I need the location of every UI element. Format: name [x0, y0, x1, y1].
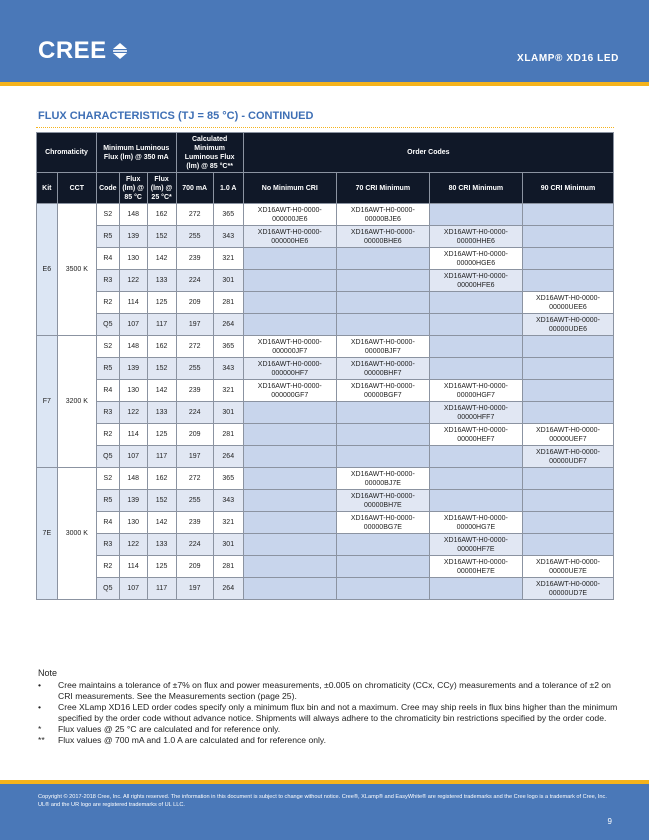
flux-25-cell: 162: [147, 336, 176, 358]
flux-1a-cell: 301: [213, 270, 243, 292]
header-accent-stripe: [0, 82, 649, 86]
code-cell: S2: [96, 336, 119, 358]
flux-85-cell: 114: [119, 424, 147, 446]
code-cell: R3: [96, 270, 119, 292]
flux-1a-cell: 264: [213, 578, 243, 600]
order-90-cri-cell: XD16AWT-H0-0000-00000UEE6: [522, 292, 613, 314]
logo-text: CREE: [38, 37, 107, 64]
col-no-min-cri: No Minimum CRI: [243, 173, 336, 204]
table-row: [37, 446, 614, 468]
flux-700ma-cell: 239: [176, 380, 213, 402]
order-80-cri-cell: [429, 292, 522, 314]
table-row: [37, 336, 614, 358]
col-700ma: 700 mA: [176, 173, 213, 204]
order-90-cri-cell: [522, 380, 613, 402]
order-80-cri-cell: [429, 358, 522, 380]
order-90-cri-cell: [522, 270, 613, 292]
order-70-cri-cell: XD16AWT-H0-0000-00000BJ7E: [336, 468, 429, 490]
flux-700ma-cell: 255: [176, 358, 213, 380]
code-cell: R5: [96, 490, 119, 512]
table-row: [37, 578, 614, 600]
flux-1a-cell: 343: [213, 358, 243, 380]
flux-25-cell: 117: [147, 314, 176, 336]
code-cell: R4: [96, 380, 119, 402]
flux-700ma-cell: 224: [176, 534, 213, 556]
col-code: Code: [96, 173, 119, 204]
flux-85-cell: 122: [119, 270, 147, 292]
flux-1a-cell: 264: [213, 446, 243, 468]
order-90-cri-cell: [522, 534, 613, 556]
code-cell: R2: [96, 556, 119, 578]
note-text: Cree maintains a tolerance of ±7% on flux and power measurements, ±0.005 on chromaticity (CCx, CCy) measurements and a tolerance of ±2 on CRI measurements. See the Measurements section (page 25).: [58, 680, 611, 701]
document-title: XLAMP® XD16 LED: [517, 53, 619, 64]
order-80-cri-cell: XD16AWT-H0-0000-00000HEF7: [429, 424, 522, 446]
order-70-cri-cell: XD16AWT-H0-0000-00000BJE6: [336, 204, 429, 226]
code-cell: R3: [96, 402, 119, 424]
col-70-cri: 70 CRI Minimum: [336, 173, 429, 204]
header-calc-flux: Calculated Minimum Luminous Flux (lm) @ 85 °C**: [176, 133, 243, 173]
order-90-cri-cell: [522, 468, 613, 490]
order-90-cri-cell: [522, 248, 613, 270]
notes-title: Note: [38, 668, 58, 678]
order-70-cri-cell: XD16AWT-H0-0000-00000BGF7: [336, 380, 429, 402]
code-cell: R3: [96, 534, 119, 556]
order-80-cri-cell: [429, 314, 522, 336]
flux-85-cell: 107: [119, 578, 147, 600]
flux-700ma-cell: 272: [176, 468, 213, 490]
flux-25-cell: 142: [147, 380, 176, 402]
flux-25-cell: 117: [147, 446, 176, 468]
order-90-cri-cell: [522, 204, 613, 226]
code-cell: R5: [96, 226, 119, 248]
order-no-min-cri-cell: [243, 248, 336, 270]
flux-85-cell: 107: [119, 314, 147, 336]
flux-table-body: [37, 204, 614, 600]
table-row: [37, 534, 614, 556]
flux-85-cell: 148: [119, 468, 147, 490]
code-cell: Q5: [96, 578, 119, 600]
order-no-min-cri-cell: [243, 424, 336, 446]
flux-1a-cell: 301: [213, 534, 243, 556]
table-row: [37, 226, 614, 248]
code-cell: Q5: [96, 314, 119, 336]
order-80-cri-cell: XD16AWT-H0-0000-00000HFF7: [429, 402, 522, 424]
flux-700ma-cell: 239: [176, 512, 213, 534]
table-row: [37, 314, 614, 336]
note-marker: •: [38, 702, 42, 712]
flux-700ma-cell: 197: [176, 446, 213, 468]
table-row: [37, 358, 614, 380]
note-item: [38, 680, 618, 702]
order-80-cri-cell: XD16AWT-H0-0000-00000HG7E: [429, 512, 522, 534]
order-70-cri-cell: [336, 534, 429, 556]
order-80-cri-cell: XD16AWT-H0-0000-00000HF7E: [429, 534, 522, 556]
header-min-flux: Minimum Luminous Flux (lm) @ 350 mA: [96, 133, 176, 173]
kit-cell: E6: [37, 204, 58, 336]
flux-700ma-cell: 197: [176, 578, 213, 600]
flux-1a-cell: 365: [213, 204, 243, 226]
section-title: FLUX CHARACTERISTICS (TJ = 85 °C) - CONTINUED: [38, 110, 314, 122]
kit-cell: 7E: [37, 468, 58, 600]
order-90-cri-cell: XD16AWT-H0-0000-00000UDF7: [522, 446, 613, 468]
order-70-cri-cell: XD16AWT-H0-0000-00000BH7E: [336, 490, 429, 512]
flux-25-cell: 142: [147, 512, 176, 534]
flux-700ma-cell: 255: [176, 226, 213, 248]
order-70-cri-cell: [336, 446, 429, 468]
copyright-text: Copyright © 2017-2018 Cree, Inc. All rights reserved. The information in this document is subject to change without notice. Cree®, XLamp® and EasyWhite® are registered trademarks and the Cree logo is a trademark of Cree, Inc. UL® and the UR logo are registered trademarks of UL LLC.: [38, 794, 607, 808]
order-70-cri-cell: XD16AWT-H0-0000-00000BHE6: [336, 226, 429, 248]
note-item: [38, 702, 618, 724]
flux-characteristics-table: [36, 132, 614, 600]
note-marker: *: [38, 724, 42, 734]
flux-25-cell: 133: [147, 402, 176, 424]
order-90-cri-cell: XD16AWT-H0-0000-00000UEF7: [522, 424, 613, 446]
flux-85-cell: 139: [119, 358, 147, 380]
cct-cell: 3200 K: [57, 336, 96, 468]
flux-85-cell: 148: [119, 336, 147, 358]
code-cell: R4: [96, 512, 119, 534]
order-70-cri-cell: XD16AWT-H0-0000-00000BHF7: [336, 358, 429, 380]
order-no-min-cri-cell: [243, 446, 336, 468]
order-80-cri-cell: [429, 578, 522, 600]
table-row: [37, 380, 614, 402]
order-no-min-cri-cell: XD16AWT-H0-0000-000000HE6: [243, 226, 336, 248]
flux-25-cell: 152: [147, 358, 176, 380]
order-70-cri-cell: [336, 578, 429, 600]
header-chromaticity: Chromaticity: [37, 133, 97, 173]
note-marker: •: [38, 680, 42, 690]
order-90-cri-cell: [522, 512, 613, 534]
notes-section: [38, 668, 618, 746]
flux-1a-cell: 281: [213, 292, 243, 314]
code-cell: Q5: [96, 446, 119, 468]
order-80-cri-cell: XD16AWT-H0-0000-00000HGE6: [429, 248, 522, 270]
flux-25-cell: 117: [147, 578, 176, 600]
flux-1a-cell: 321: [213, 248, 243, 270]
order-90-cri-cell: [522, 226, 613, 248]
flux-85-cell: 114: [119, 292, 147, 314]
order-80-cri-cell: XD16AWT-H0-0000-00000HGF7: [429, 380, 522, 402]
order-90-cri-cell: [522, 336, 613, 358]
flux-700ma-cell: 209: [176, 292, 213, 314]
note-item: [38, 724, 618, 735]
order-90-cri-cell: XD16AWT-H0-0000-00000UDE6: [522, 314, 613, 336]
order-no-min-cri-cell: XD16AWT-H0-0000-000000JE6: [243, 204, 336, 226]
flux-85-cell: 148: [119, 204, 147, 226]
order-no-min-cri-cell: [243, 512, 336, 534]
table-row: [37, 292, 614, 314]
flux-85-cell: 107: [119, 446, 147, 468]
flux-1a-cell: 365: [213, 336, 243, 358]
flux-85-cell: 130: [119, 512, 147, 534]
flux-85-cell: 139: [119, 490, 147, 512]
order-no-min-cri-cell: [243, 468, 336, 490]
order-no-min-cri-cell: [243, 402, 336, 424]
order-no-min-cri-cell: XD16AWT-H0-0000-000000JF7: [243, 336, 336, 358]
order-70-cri-cell: XD16AWT-H0-0000-00000BJF7: [336, 336, 429, 358]
code-cell: R5: [96, 358, 119, 380]
order-70-cri-cell: [336, 402, 429, 424]
order-70-cri-cell: [336, 556, 429, 578]
flux-1a-cell: 365: [213, 468, 243, 490]
table-row: [37, 270, 614, 292]
flux-700ma-cell: 197: [176, 314, 213, 336]
order-80-cri-cell: [429, 446, 522, 468]
order-no-min-cri-cell: XD16AWT-H0-0000-000000HF7: [243, 358, 336, 380]
col-90-cri: 90 CRI Minimum: [522, 173, 613, 204]
table-row: [37, 490, 614, 512]
flux-85-cell: 130: [119, 380, 147, 402]
order-70-cri-cell: [336, 424, 429, 446]
order-70-cri-cell: [336, 314, 429, 336]
flux-700ma-cell: 224: [176, 402, 213, 424]
flux-25-cell: 162: [147, 468, 176, 490]
note-text: Flux values @ 700 mA and 1.0 A are calculated and for reference only.: [58, 735, 326, 745]
note-marker: **: [38, 735, 45, 745]
flux-85-cell: 122: [119, 534, 147, 556]
flux-25-cell: 125: [147, 556, 176, 578]
code-cell: S2: [96, 468, 119, 490]
order-80-cri-cell: [429, 336, 522, 358]
note-text: Cree XLamp XD16 LED order codes specify only a minimum flux bin and not a maximum. Cree may ship reels in flux bins higher than the minimum specified by the order code without advance notice. Shipments will always adhere to the chromaticity bin restrictions specified by the order code.: [58, 702, 618, 723]
col-kit: Kit: [37, 173, 58, 204]
order-70-cri-cell: [336, 292, 429, 314]
table-row: [37, 512, 614, 534]
table-row: [37, 204, 614, 226]
flux-25-cell: 133: [147, 270, 176, 292]
order-no-min-cri-cell: [243, 490, 336, 512]
table-row: [37, 556, 614, 578]
order-70-cri-cell: [336, 270, 429, 292]
note-item: [38, 735, 618, 746]
flux-1a-cell: 321: [213, 380, 243, 402]
flux-700ma-cell: 272: [176, 336, 213, 358]
col-cct: CCT: [57, 173, 96, 204]
col-flux-25: Flux (lm) @ 25 °C*: [147, 173, 176, 204]
order-80-cri-cell: [429, 204, 522, 226]
flux-1a-cell: 343: [213, 490, 243, 512]
order-70-cri-cell: XD16AWT-H0-0000-00000BG7E: [336, 512, 429, 534]
cree-logo: [38, 37, 128, 65]
flux-25-cell: 133: [147, 534, 176, 556]
order-no-min-cri-cell: [243, 270, 336, 292]
flux-1a-cell: 281: [213, 556, 243, 578]
code-cell: S2: [96, 204, 119, 226]
order-no-min-cri-cell: [243, 534, 336, 556]
col-flux-85: Flux (lm) @ 85 °C: [119, 173, 147, 204]
flux-85-cell: 114: [119, 556, 147, 578]
order-no-min-cri-cell: [243, 556, 336, 578]
cree-arrows-icon: [112, 42, 128, 60]
order-80-cri-cell: [429, 490, 522, 512]
flux-25-cell: 125: [147, 292, 176, 314]
table-row: [37, 468, 614, 490]
order-90-cri-cell: [522, 358, 613, 380]
flux-25-cell: 162: [147, 204, 176, 226]
code-cell: R2: [96, 424, 119, 446]
code-cell: R2: [96, 292, 119, 314]
table-row: [37, 248, 614, 270]
flux-85-cell: 130: [119, 248, 147, 270]
flux-85-cell: 139: [119, 226, 147, 248]
flux-25-cell: 152: [147, 490, 176, 512]
order-80-cri-cell: [429, 468, 522, 490]
col-1a: 1.0 A: [213, 173, 243, 204]
order-no-min-cri-cell: XD16AWT-H0-0000-000000GF7: [243, 380, 336, 402]
order-90-cri-cell: [522, 402, 613, 424]
flux-1a-cell: 321: [213, 512, 243, 534]
flux-25-cell: 142: [147, 248, 176, 270]
flux-1a-cell: 343: [213, 226, 243, 248]
order-70-cri-cell: [336, 248, 429, 270]
order-90-cri-cell: XD16AWT-H0-0000-00000UE7E: [522, 556, 613, 578]
flux-1a-cell: 281: [213, 424, 243, 446]
order-no-min-cri-cell: [243, 292, 336, 314]
order-80-cri-cell: XD16AWT-H0-0000-00000HE7E: [429, 556, 522, 578]
title-divider: [36, 127, 614, 128]
flux-700ma-cell: 239: [176, 248, 213, 270]
note-text: Flux values @ 25 °C are calculated and for reference only.: [58, 724, 281, 734]
order-no-min-cri-cell: [243, 314, 336, 336]
header-order-codes: Order Codes: [243, 133, 613, 173]
flux-700ma-cell: 272: [176, 204, 213, 226]
cct-cell: 3500 K: [57, 204, 96, 336]
flux-700ma-cell: 255: [176, 490, 213, 512]
kit-cell: F7: [37, 336, 58, 468]
flux-700ma-cell: 224: [176, 270, 213, 292]
flux-700ma-cell: 209: [176, 556, 213, 578]
flux-85-cell: 122: [119, 402, 147, 424]
flux-1a-cell: 264: [213, 314, 243, 336]
col-80-cri: 80 CRI Minimum: [429, 173, 522, 204]
page-number: 9: [607, 817, 612, 826]
flux-700ma-cell: 209: [176, 424, 213, 446]
table-row: [37, 402, 614, 424]
flux-1a-cell: 301: [213, 402, 243, 424]
order-90-cri-cell: XD16AWT-H0-0000-00000UD7E: [522, 578, 613, 600]
table-row: [37, 424, 614, 446]
order-no-min-cri-cell: [243, 578, 336, 600]
order-90-cri-cell: [522, 490, 613, 512]
cct-cell: 3000 K: [57, 468, 96, 600]
order-80-cri-cell: XD16AWT-H0-0000-00000HHE6: [429, 226, 522, 248]
order-80-cri-cell: XD16AWT-H0-0000-00000HFE6: [429, 270, 522, 292]
flux-25-cell: 152: [147, 226, 176, 248]
flux-25-cell: 125: [147, 424, 176, 446]
code-cell: R4: [96, 248, 119, 270]
